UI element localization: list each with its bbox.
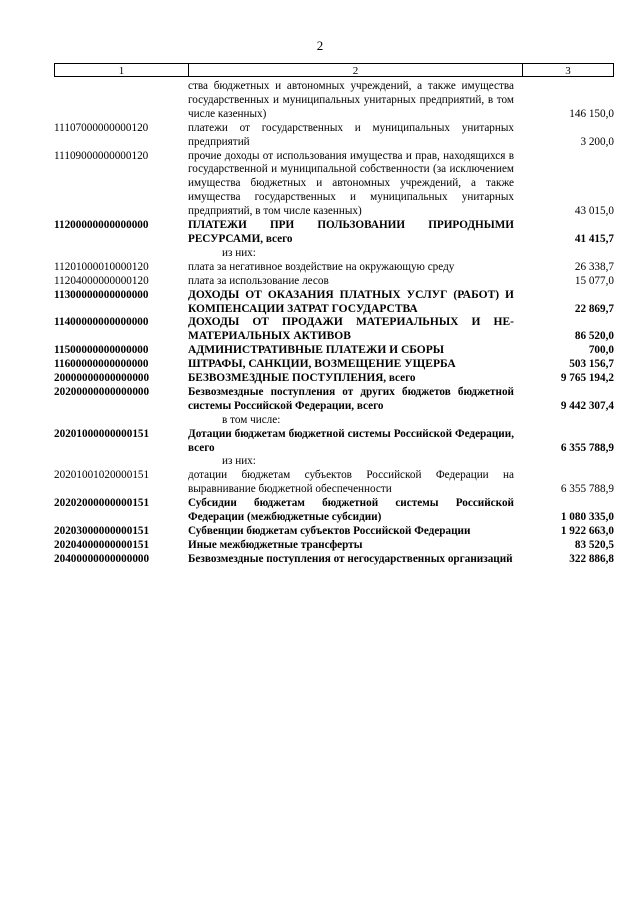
row-amount: 6 355 788,9 (560, 441, 614, 454)
row-name: ШТРАФЫ, САНКЦИИ, ВОЗМЕЩЕНИЕ УЩЕРБА (188, 358, 456, 371)
row-name: Безвозмездные поступления от негосударственных организаций (188, 552, 513, 565)
row-code: 11600000000000000 (54, 358, 149, 371)
table-row (54, 261, 614, 275)
table-body (54, 80, 614, 567)
table-header (54, 63, 614, 77)
row-name: из них: (222, 455, 256, 468)
header-col-3: 3 (565, 65, 571, 77)
row-amount: 9 765 194,2 (560, 372, 614, 385)
row-code: 11400000000000000 (54, 316, 149, 329)
table-row (54, 344, 614, 358)
row-code: 11204000000000120 (54, 274, 149, 287)
table-row (54, 358, 614, 372)
row-code: 20204000000000151 (54, 538, 150, 551)
table-row (54, 455, 614, 469)
row-name: Безвозмездные поступления от других бюджетов бюджетной системы Российской Федерации, всего (188, 385, 514, 412)
row-amount: 503 156,7 (569, 358, 614, 371)
row-amount: 15 077,0 (574, 274, 614, 287)
table-row (54, 219, 614, 247)
row-name: Субвенции бюджетам субъектов Российской Федерации (188, 525, 471, 537)
row-amount: 322 886,8 (569, 552, 614, 565)
row-name: ПЛАТЕЖИ ПРИ ПОЛЬЗОВАНИИ ПРИРОДНЫМИ РЕСУРСАМИ, всего (188, 219, 514, 245)
row-name: Субсидии бюджетам бюджетной системы Российской Федерации (межбюджетные субсидии) (188, 497, 514, 524)
table-row (54, 539, 614, 553)
row-name: БЕЗВОЗМЕЗДНЫЕ ПОСТУПЛЕНИЯ, всего (188, 372, 416, 385)
row-code: 20000000000000000 (54, 372, 150, 385)
row-code: 11300000000000000 (54, 288, 149, 301)
header-col-1: 1 (55, 64, 189, 76)
row-name: из них: (222, 246, 256, 259)
row-name: плата за использование лесов (188, 274, 329, 287)
row-amount: 3 200,0 (580, 135, 614, 148)
row-name: Дотации бюджетам бюджетной системы Российской Федерации, всего (188, 427, 514, 454)
header-col-2: 2 (189, 64, 523, 76)
table-row (54, 80, 614, 122)
table-row (54, 372, 614, 386)
row-amount: 83 520,5 (574, 538, 614, 551)
table-row (54, 316, 614, 344)
row-code: 20201001020000151 (54, 469, 150, 482)
row-amount: 9 442 307,4 (560, 399, 614, 412)
row-code: 20200000000000000 (54, 385, 150, 398)
table-row (54, 247, 614, 261)
table-row (54, 414, 614, 428)
row-amount: 1 922 663,0 (560, 525, 614, 537)
table-row (54, 428, 614, 456)
row-amount: 6 355 788,9 (560, 483, 614, 496)
row-name: ДОХОДЫ ОТ ОКАЗАНИЯ ПЛАТНЫХ УСЛУГ (РАБОТ) И КОМПЕНСАЦИИ ЗАТРАТ ГОСУДАРСТВА (188, 288, 514, 315)
row-code: 20203000000000151 (54, 525, 150, 537)
row-amount: 41 415,7 (574, 232, 614, 245)
row-name: ДОХОДЫ ОТ ПРОДАЖИ МАТЕРИАЛЬНЫХ И НЕМАТЕРИАЛЬНЫХ АКТИВОВ (188, 316, 514, 343)
table-row (54, 469, 614, 497)
row-code: 11200000000000000 (54, 219, 149, 232)
table-row (54, 150, 614, 220)
row-code: 11109000000000120 (54, 149, 149, 162)
row-name: дотации бюджетам субъектов Российской Федерации на выравнивание бюджетной обеспеченности (188, 469, 514, 496)
row-name: ства бюджетных и автономных учреждений, а также имущества государственных и муниципальных унитарных предприятий, в том числе казенных) (188, 80, 514, 120)
row-name: АДМИНИСТРАТИВНЫЕ ПЛАТЕЖИ И СБОРЫ (188, 344, 445, 357)
table-row (54, 122, 614, 150)
table-row (54, 289, 614, 317)
row-amount: 26 338,7 (574, 260, 614, 273)
row-amount: 22 869,7 (574, 302, 614, 315)
row-amount: 86 520,0 (574, 330, 614, 343)
row-code: 11201000010000120 (54, 260, 149, 273)
table-row (54, 275, 614, 289)
row-name: Иные межбюджетные трансферты (188, 538, 363, 551)
row-amount: 146 150,0 (569, 107, 614, 120)
row-code: 20400000000000000 (54, 552, 150, 565)
row-code: 20202000000000151 (54, 497, 150, 510)
row-code: 11107000000000120 (54, 121, 149, 134)
table-row (54, 525, 614, 539)
row-name: плата за негативное воздействие на окружающую среду (188, 260, 455, 273)
row-name: прочие доходы от использования имущества и прав, находящихся в государственной и муниципальной собственности (за исключением имущества бюджетных и автономных учреждений, а также имущества государственных и муниципальных унитарных предприятий, в том числе казенных) (188, 149, 514, 218)
row-code: 11500000000000000 (54, 344, 149, 357)
row-name: платежи от государственных и муниципальных унитарных предприятий (188, 121, 514, 148)
row-code: 20201000000000151 (54, 427, 150, 440)
table-row (54, 386, 614, 414)
table-row (54, 553, 614, 567)
row-amount: 43 015,0 (574, 205, 614, 218)
row-amount: 1 080 335,0 (560, 511, 614, 524)
page-number: 2 (316, 38, 324, 53)
table-row (54, 497, 614, 525)
row-name: в том числе: (222, 413, 281, 426)
row-amount: 700,0 (588, 344, 614, 357)
